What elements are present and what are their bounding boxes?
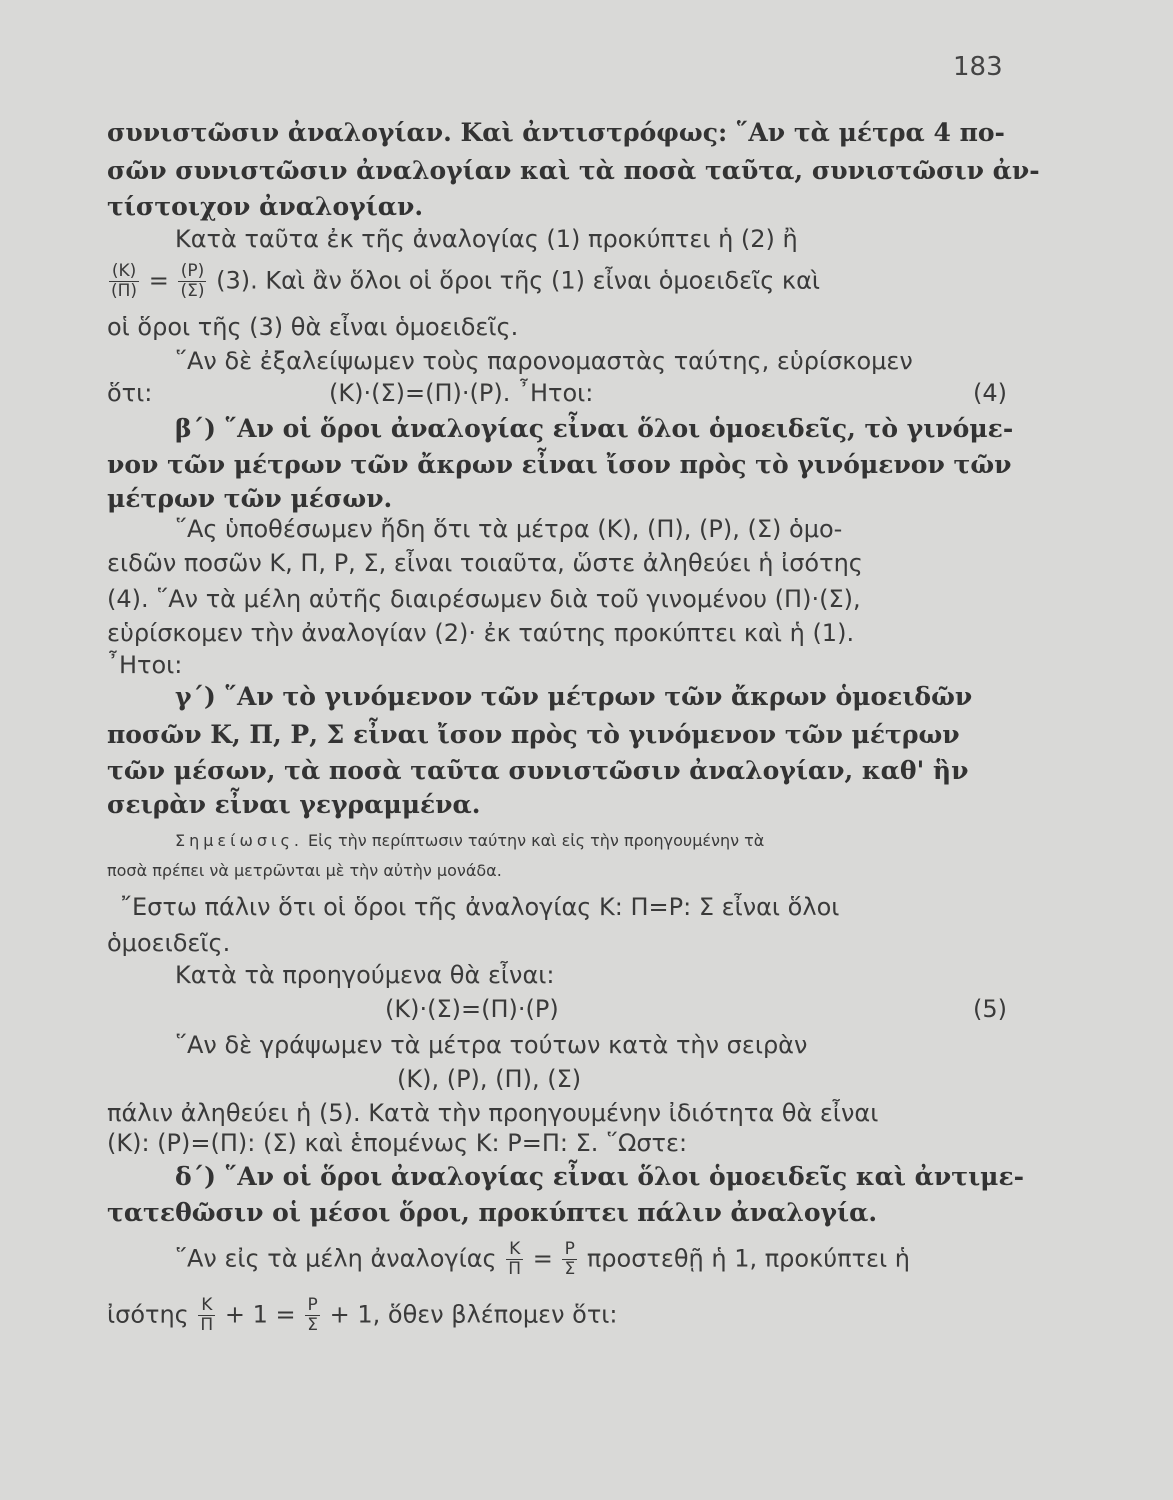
theorem-line: σειρὰν εἶναι γεγραμμένα. bbox=[107, 790, 481, 819]
text-line: ειδῶν ποσῶν Κ, Π, Ρ, Σ, εἶναι τοιαῦτα, ὥστε ἀληθεύει ἡ ἰσότης bbox=[107, 549, 863, 577]
note-label: Σημείωσις. bbox=[175, 831, 303, 850]
text-line: (Κ): (Ρ)=(Π): (Σ) καὶ ἑπομένως Κ: Ρ=Π: Σ. ῞Ωστε: bbox=[107, 1129, 688, 1157]
fraction: $\frac{K}{\Pi}$ bbox=[508, 1239, 522, 1279]
equation-line: ἰσότης $\frac{K}{\Pi}$ + 1 = $\frac{P}{\Sigma}$ + 1, ὅθεν βλέπομεν ὅτι: bbox=[107, 1295, 618, 1335]
theorem-line: δ΄) ῞Αν οἱ ὅροι ἀναλογίας εἶναι ὅλοι ὁμοειδεῖς καὶ ἀντιμε- bbox=[175, 1162, 1025, 1191]
text-line: πάλιν ἀληθεύει ἡ (5). Κατὰ τὴν προηγουμένην ἰδιότητα θὰ εἶναι bbox=[107, 1099, 879, 1127]
book-page: 183 συνιστῶσιν ἀναλογίαν. Καὶ ἀντιστρόφως: ῞Αν τὰ μέτρα 4 πο- σῶν συνιστῶσιν ἀναλογίαν καὶ τὰ ποσὰ ταῦτα, συνιστῶσιν ἀν- τίστοιχον ἀναλογίαν. Κατὰ ταῦτα ἐκ τῆς ἀναλογίας (1) προκύπτει ἡ (2) ἢ $\frac{(K)}{(\Pi)}$ = $\frac{(P)}{(\Sigma)}$ (3). Καὶ ἂν ὅλοι οἱ ὅροι τῆς (1) εἶναι ὁμοειδεῖς καὶ οἱ ὅροι τῆς (3) θὰ εἶναι ὁμοειδεῖς. ῞Αν δὲ ἐξαλείψωμεν τοὺς παρονομαστὰς ταύτης, εὑρίσκομεν ὅτι: (Κ)·(Σ)=(Π)·(Ρ). ῏Ητοι: (4) β΄) ῞Αν οἱ ὅροι ἀναλογίας εἶναι ὅλοι ὁμοειδεῖς, τὸ γινόμε- νον τῶν μέτρων τῶν ἄκρων εἶναι ἴσον πρὸς τὸ γινόμενον τῶν μέτρων τῶν μέσων. ῞Ας ὑποθέσωμεν ἤδη ὅτι τὰ μέτρα (Κ), (Π), (Ρ), (Σ) ὁμο- ειδῶν ποσῶν Κ, Π, Ρ, Σ, εἶναι τοιαῦτα, ὥστε ἀληθεύει ἡ ἰσότης (4). ῞Αν τὰ μέλη αὐτῆς διαιρέσωμεν διὰ τοῦ γινομένου (Π)·(Σ), εὑρίσκομεν τὴν ἀναλογίαν (2)· ἐκ ταύτης προκύπτει καὶ ἡ (1). ῏Ητοι: γ΄) ῞Αν τὸ γινόμενον τῶν μέτρων τῶν ἄκρων ὁμοειδῶν ποσῶν Κ, Π, Ρ, Σ εἶναι ἴσον πρὸς τὸ γινόμενον τῶν μέτρων τῶν μέσων, τὰ ποσὰ ταῦτα συνιστῶσιν ἀναλογίαν, καθ' ἣν σειρὰν εἶναι γεγραμμένα. Σημείωσις. Εἰς τὴν περίπτωσιν ταύτην καὶ εἰς τὴν προηγουμένην τὰ ποσὰ πρέπει νὰ μετρῶνται μὲ τὴν αὐτὴν μονάδα. ῎Εστω πάλιν ὅτι οἱ ὅροι τῆς ἀναλογίας Κ: Π=Ρ: Σ εἶναι ὅλοι ὁμοειδεῖς. Κατὰ τὰ προηγούμενα θὰ εἶναι: (Κ)·(Σ)=(Π)·(Ρ) (5) ῞Αν δὲ γράψωμεν τὰ μέτρα τούτων κατὰ τὴν σειρὰν (Κ), (Ρ), (Π), (Σ) πάλιν ἀληθεύει ἡ (5). Κατὰ τὴν προηγουμένην ἰδιότητα θὰ εἶναι (Κ): (Ρ)=(Π): (Σ) καὶ ἑπομένως Κ: Ρ=Π: Σ. ῞Ωστε: δ΄) ῞Αν οἱ ὅροι ἀναλογίας εἶναι ὅλοι ὁμοειδεῖς καὶ ἀντιμε- τατεθῶσιν οἱ μέσοι ὅροι, προκύπτει πάλιν ἀναλογία. ῞Αν εἰς τὰ μέλη ἀναλογίας $\frac{K}{\Pi}$ = $\frac{P}{\Sigma}$ προστεθῇ ἡ 1, προκύπτει ἡ ἰσότης $\frac{K}{\Pi}$ + 1 = $\frac{P}{\Sigma}$ + 1, ὅθεν βλέπομεν ὅτι: bbox=[107, 52, 1040, 1335]
theorem-line: β΄) ῞Αν οἱ ὅροι ἀναλογίας εἶναι ὅλοι ὁμοειδεῖς, τὸ γινόμε- bbox=[175, 414, 1014, 443]
theorem-line: νον τῶν μέτρων τῶν ἄκρων εἶναι ἴσον πρὸς τὸ γινόμενον τῶν bbox=[107, 450, 1012, 479]
text-line: ῎Εστω πάλιν ὅτι οἱ ὅροι τῆς ἀναλογίας Κ: Π=Ρ: Σ εἶναι ὅλοι bbox=[120, 893, 840, 921]
note-line: Σημείωσις. Εἰς τὴν περίπτωσιν ταύτην καὶ εἰς τὴν προηγουμένην τὰ bbox=[175, 831, 765, 850]
text-line: ῞Ας ὑποθέσωμεν ἤδη ὅτι τὰ μέτρα (Κ), (Π), (Ρ), (Σ) ὁμο- bbox=[175, 515, 843, 543]
fraction: $\frac{P}{\Sigma}$ bbox=[307, 1295, 318, 1335]
theorem-line: ποσῶν Κ, Π, Ρ, Σ εἶναι ἴσον πρὸς τὸ γινόμενον τῶν μέτρων bbox=[107, 720, 960, 749]
fraction: $\frac{P}{\Sigma}$ bbox=[564, 1239, 576, 1279]
fraction: $\frac{(P)}{(\Sigma)}$ bbox=[180, 261, 205, 301]
theorem-line: γ΄) ῞Αν τὸ γινόμενον τῶν μέτρων τῶν ἄκρων ὁμοειδῶν bbox=[175, 682, 973, 711]
fraction: $\frac{(K)}{(\Pi)}$ bbox=[111, 261, 138, 301]
page-number: 183 bbox=[953, 52, 1003, 82]
text-line: Κατὰ ταῦτα ἐκ τῆς ἀναλογίας (1) προκύπτει ἡ (2) ἢ bbox=[175, 225, 798, 253]
text-line: ὁμοειδεῖς. bbox=[107, 929, 231, 957]
text-line: συνιστῶσιν ἀναλογίαν. Καὶ ἀντιστρόφως: ῞Αν τὰ μέτρα 4 πο- bbox=[107, 118, 1005, 147]
text-line: εὑρίσκομεν τὴν ἀναλογίαν (2)· ἐκ ταύτης προκύπτει καὶ ἡ (1). bbox=[107, 619, 855, 647]
fraction: $\frac{K}{\Pi}$ bbox=[200, 1295, 214, 1335]
equation-line: ὅτι: (Κ)·(Σ)=(Π)·(Ρ). ῏Ητοι: (4) bbox=[107, 379, 1007, 407]
equation-line: (Κ)·(Σ)=(Π)·(Ρ) (5) bbox=[385, 995, 1007, 1023]
text-line: Κατὰ τὰ προηγούμενα θὰ εἶναι: bbox=[175, 961, 555, 989]
note-line: ποσὰ πρέπει νὰ μετρῶνται μὲ τὴν αὐτὴν μονάδα. bbox=[107, 861, 502, 880]
theorem-line: τατεθῶσιν οἱ μέσοι ὅροι, προκύπτει πάλιν ἀναλογία. bbox=[107, 1198, 878, 1227]
equation-line: ῞Αν εἰς τὰ μέλη ἀναλογίας $\frac{K}{\Pi}$ = $\frac{P}{\Sigma}$ προστεθῇ ἡ 1, προκύπτει ἡ bbox=[175, 1239, 910, 1279]
text-line: ῞Αν δὲ γράψωμεν τὰ μέτρα τούτων κατὰ τὴν σειρὰν bbox=[175, 1031, 808, 1059]
text-line: οἱ ὅροι τῆς (3) θὰ εἶναι ὁμοειδεῖς. bbox=[107, 313, 519, 341]
text-line: (4). ῞Αν τὰ μέλη αὐτῆς διαιρέσωμεν διὰ τοῦ γινομένου (Π)·(Σ), bbox=[107, 585, 861, 613]
text-line: τίστοιχον ἀναλογίαν. bbox=[107, 192, 424, 221]
text-line: σῶν συνιστῶσιν ἀναλογίαν καὶ τὰ ποσὰ ταῦτα, συνιστῶσιν ἀν- bbox=[107, 156, 1040, 185]
equation-line: $\frac{(K)}{(\Pi)}$ = $\frac{(P)}{(\Sigma)}$ (3). Καὶ ἂν ὅλοι οἱ ὅροι τῆς (1) εἶναι ὁμοειδεῖς καὶ bbox=[111, 261, 821, 301]
text-line: ῞Αν δὲ ἐξαλείψωμεν τοὺς παρονομαστὰς ταύτης, εὑρίσκομεν bbox=[175, 347, 913, 375]
theorem-line: τῶν μέσων, τὰ ποσὰ ταῦτα συνιστῶσιν ἀναλογίαν, καθ' ἣν bbox=[107, 756, 969, 785]
text-line: ῏Ητοι: bbox=[107, 651, 183, 679]
theorem-line: μέτρων τῶν μέσων. bbox=[107, 484, 393, 513]
